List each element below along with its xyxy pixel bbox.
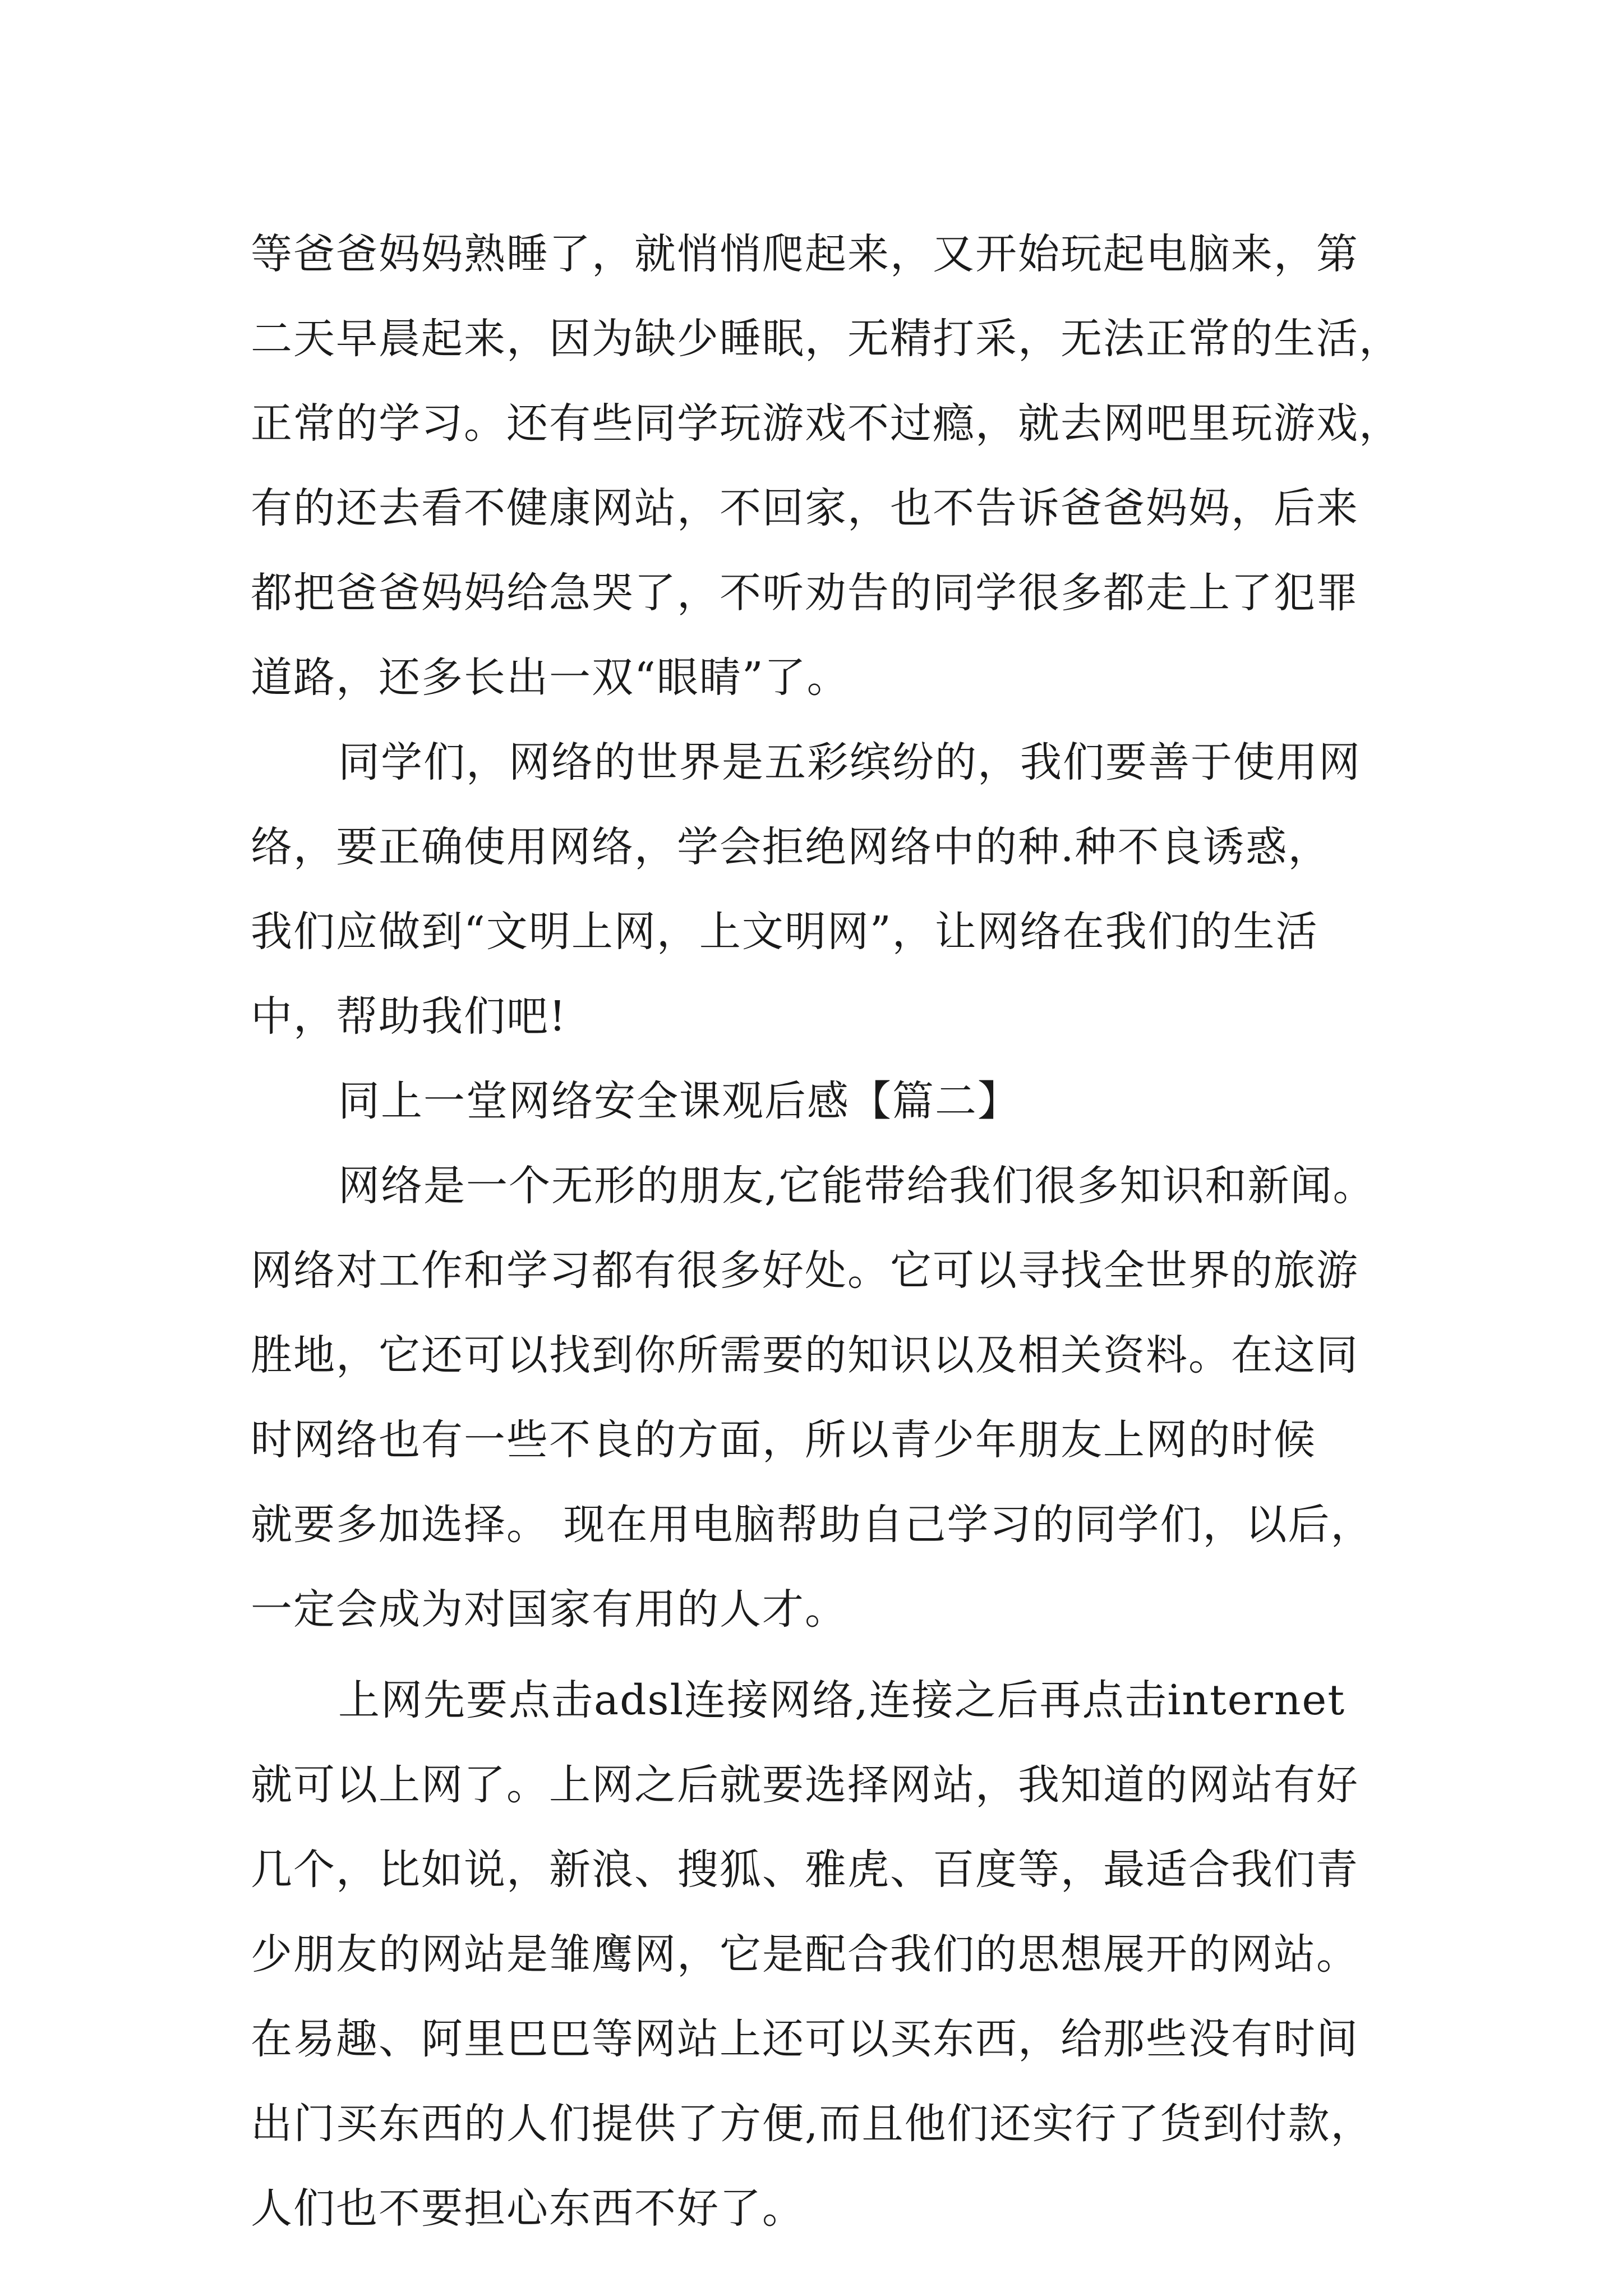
paragraph — [251, 212, 1401, 720]
heading-text: 同上一堂网络安全课观后感【篇二】 — [338, 1077, 1020, 1125]
text-line: 一定会成为对国家有用的人才。 — [251, 1585, 847, 1634]
text-line: 正常的学习。还有些同学玩游戏不过瘾，就去网吧里玩游戏， — [251, 399, 1401, 448]
text-line: 胜地，它还可以找到你所需要的知识以及相关资料。在这同 — [251, 1331, 1359, 1379]
document-body — [251, 212, 1401, 2251]
text-line: 就要多加选择。 现在用电脑帮助自己学习的同学们，以后， — [251, 1501, 1373, 1549]
paragraph — [251, 1658, 1384, 2251]
text-line: 络，要正确使用网络，学会拒绝网络中的种.种不良诱惑， — [251, 823, 1331, 871]
text-line: 出门买东西的人们提供了方便,而且他们还实行了货到付款， — [251, 2100, 1373, 2148]
paragraph-spacer — [251, 1652, 1384, 1658]
text-line: 在易趣、阿里巴巴等网站上还可以买东西，给那些没有时间 — [251, 2015, 1359, 2063]
text-line: 几个，比如说，新浪、搜狐、雅虎、百度等，最适合我们青 — [251, 1846, 1359, 1894]
text-line: 网络对工作和学习都有很多好处。它可以寻找全世界的旅游 — [251, 1246, 1359, 1295]
text-line: 等爸爸妈妈熟睡了，就悄悄爬起来，又开始玩起电脑来，第 — [251, 230, 1359, 278]
paragraph — [251, 1144, 1384, 1652]
text-line: 网络是一个无形的朋友,它能带给我们很多知识和新闻。 — [338, 1162, 1376, 1210]
text-line: 都把爸爸妈妈给急哭了，不听劝告的同学很多都走上了犯罪 — [251, 569, 1359, 617]
text-line: 时网络也有一些不良的方面，所以青少年朋友上网的时候 — [251, 1416, 1316, 1464]
text-line: 我们应做到“文明上网，上文明网”，让网络在我们的生活 — [251, 908, 1318, 956]
text-line: 道路，还多长出一双“眼睛”了。 — [251, 654, 850, 702]
text-line: 有的还去看不健康网站，不回家，也不告诉爸爸妈妈，后来 — [251, 484, 1359, 532]
text-line: 就可以上网了。上网之后就要选择网站，我知道的网站有好 — [251, 1761, 1359, 1809]
text-line: 同学们，网络的世界是五彩缤纷的，我们要善于使用网 — [338, 738, 1361, 786]
text-line: 二天早晨起来，因为缺少睡眠，无精打采，无法正常的生活， — [251, 315, 1401, 363]
text-line: 人们也不要担心东西不好了。 — [251, 2184, 805, 2233]
text-line: 上网先要点击adsl连接网络,连接之后再点击internet — [338, 1676, 1346, 1724]
section-heading — [251, 1059, 1384, 1144]
paragraph — [251, 720, 1384, 1059]
text-line: 少朋友的网站是雏鹰网，它是配合我们的思想展开的网站。 — [251, 1930, 1359, 1978]
text-line: 中，帮助我们吧! — [251, 992, 567, 1041]
